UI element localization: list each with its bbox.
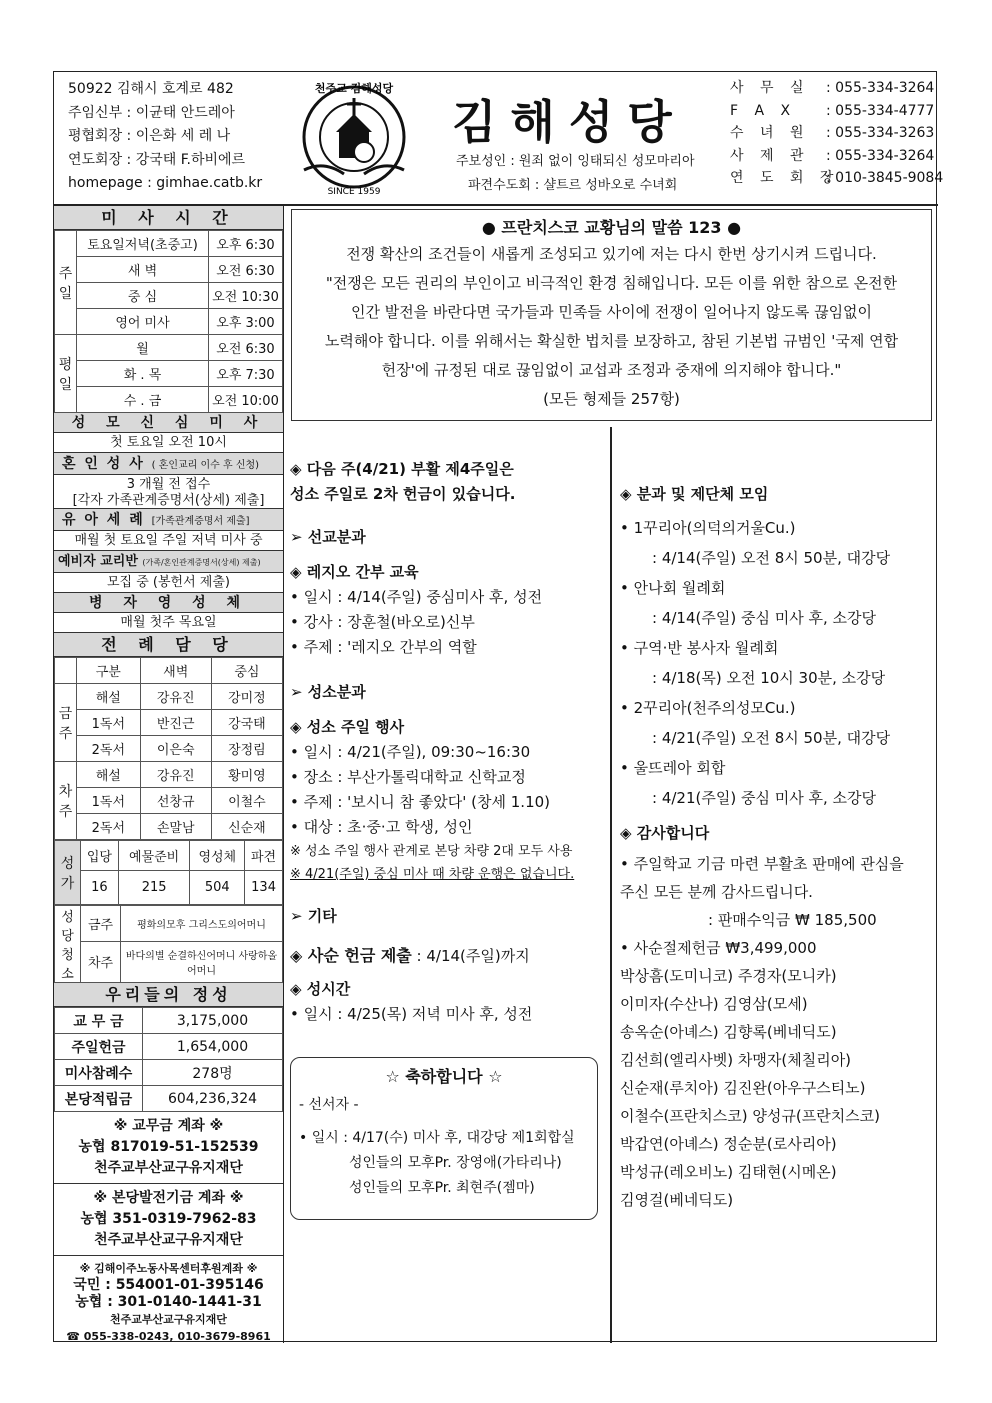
account-line: ☎ 055-338-0243, 010-3679-8961 (66, 1330, 271, 1343)
precat-note: (가족/혼인관계증명서(상세) 제출) (142, 558, 261, 567)
thanks-item: 김영걸(베네딕도) (620, 1191, 734, 1209)
mass-time: 오후 6:30 (209, 231, 283, 257)
contact-row (730, 100, 943, 123)
wedding-title: 혼 인 성 사 (62, 456, 145, 472)
choir-head: 예물준비 (118, 841, 190, 871)
clean-this: 금주 (81, 906, 121, 942)
lent-offering-date: : 4/14(주일)까지 (411, 947, 530, 965)
account-line: 천주교부산교구유지재단 (110, 1313, 227, 1326)
thanks-item: 주신 모든 분께 감사드립니다. (620, 883, 813, 901)
mass-name: 영어 미사 (77, 309, 209, 335)
council-head: 평협회장 : 이은화 세 레 나 (68, 128, 231, 144)
precat-title-row (54, 551, 283, 573)
lit-cell: 1독서 (77, 710, 141, 736)
contact-label: 연 도 회 장 (730, 170, 840, 186)
mass-times-table (54, 230, 283, 413)
weekday-label: 평일 (55, 335, 77, 413)
choir-head: 입당 (81, 841, 119, 871)
meeting-item: • 구역·반 봉사자 월례회 (620, 639, 779, 657)
clean-label: 성당청소 (55, 906, 81, 983)
pope-box (291, 209, 932, 421)
account-line: 천주교부산교구유지재단 (94, 1160, 243, 1176)
vocation-heading: ➢ 성소분과 (290, 683, 366, 701)
pope-line: "전쟁은 모든 권리의 부인이고 비극적인 환경 침해입니다. 모든 이를 위한 참으로 온전한 (325, 274, 898, 292)
lit-cell: 강유진 (140, 762, 211, 788)
account-line: 농협 351-0319-7962-83 (80, 1211, 257, 1227)
contact-value: : 055-334-3264 (826, 147, 935, 164)
congrats-name: 성인들의 모후Pr. 최현주(젬마) (349, 1180, 535, 1196)
lit-cell: 강미정 (211, 684, 282, 710)
lit-head: 구분 (77, 658, 141, 684)
vocation-day-item: • 장소 : 부산가톨릭대학교 신학교정 (290, 768, 526, 786)
mass-name: 수 . 금 (77, 387, 209, 413)
contact-label: 수 녀 원 (730, 125, 810, 141)
lent-offering-row (290, 943, 606, 969)
bulletin-page (53, 71, 944, 1343)
meeting-item: : 4/14(주일) 중심 미사 후, 소강당 (652, 609, 876, 627)
pope-text (292, 240, 931, 414)
pope-title: ● 프란치스코 교황님의 말씀 123 ● (481, 218, 742, 237)
choir-val: 134 (245, 871, 283, 905)
precat-title: 예비자 교리반 (58, 554, 138, 569)
clean-next: 차주 (81, 941, 121, 982)
offer-label: 본당적립금 (55, 1086, 143, 1112)
thanks-item: 송옥순(아녜스) 김향록(베네딕도) (620, 1023, 837, 1041)
holy-hour-heading: ◈ 성시간 (290, 980, 351, 998)
etc-heading: ➢ 기타 (290, 907, 337, 925)
infant-title: 유 아 세 례 (62, 512, 145, 528)
lit-cell: 황미영 (211, 762, 282, 788)
clean-this-val: 평화의모후 그리스도의어머니 (121, 906, 283, 942)
congrats-name: 성인들의 모후Pr. 장영애(가타리나) (349, 1155, 562, 1171)
lit-head: 새벽 (140, 658, 211, 684)
acct-fund (54, 1184, 283, 1256)
contact-row (730, 145, 943, 168)
acct-migrant (54, 1256, 283, 1349)
choir-head: 파견 (245, 841, 283, 871)
vocation-day-list (290, 740, 606, 840)
clean-next-val: 바다의별 순결하신어머니 사랑하올어머니 (121, 941, 283, 982)
pope-line: (모든 형제들 257항) (543, 390, 680, 408)
mass-name: 월 (77, 335, 209, 361)
account-line: 천주교부산교구유지재단 (94, 1232, 243, 1248)
thanks-item: 김선희(엘리사벳) 차맹자(체칠리아) (620, 1051, 852, 1069)
liturgy-table (54, 657, 283, 840)
mission-order: 파견수도회 : 샬트르 성바오로 수녀회 (468, 178, 678, 193)
offering-table (54, 1007, 283, 1112)
homepage[interactable]: homepage : gimhae.catb.kr (68, 175, 263, 191)
pope-line: 전쟁 확산의 조건들이 새롭게 조성되고 있기에 저는 다시 한번 상기시켜 드립니다. (346, 245, 877, 263)
offer-value: 1,654,000 (143, 1034, 283, 1060)
vocation-note-1: ※ 성소 주일 행사 관계로 본당 차량 2대 모두 사용 (290, 844, 573, 859)
meeting-item: : 4/18(목) 오전 10시 30분, 소강당 (652, 669, 886, 687)
infant-title-row (54, 509, 283, 531)
thanks-item: • 주일학교 기금 마련 부활초 판매에 관심을 (620, 855, 904, 873)
precat-text: 모집 중 (봉헌서 제출) (54, 573, 283, 593)
mass-time: 오전 10:30 (209, 283, 283, 309)
thanks-item: 신순재(루치아) 김진완(아우구스티노) (620, 1079, 866, 1097)
wedding-docs: [각자 가족관계증명서(상세) 제출] (54, 494, 283, 509)
wedding-title-row (54, 453, 283, 475)
offer-label: 미사참례수 (55, 1060, 143, 1086)
infant-text: 매월 첫 토요일 주일 저녁 미사 중 (54, 531, 283, 551)
congrats-box (290, 1057, 598, 1220)
mission-heading: ➢ 선교분과 (290, 528, 366, 546)
right-column (620, 482, 934, 1214)
offer-value: 278명 (143, 1060, 283, 1086)
meeting-item: • 안나회 월례회 (620, 579, 726, 597)
sunday-label: 주일 (55, 231, 77, 335)
account-line: ※ 본당발전기금 계좌 ※ (93, 1190, 244, 1206)
wedding-note: ( 혼인교리 이수 후 신청) (151, 460, 260, 471)
lit-cell: 신순재 (211, 814, 282, 840)
lit-cell: 반진근 (140, 710, 211, 736)
meeting-item: : 4/21(주일) 중심 미사 후, 소강당 (652, 789, 876, 807)
mass-time: 오전 6:30 (209, 335, 283, 361)
legio-item: • 주제 : '레지오 간부의 역할 (290, 638, 477, 656)
thanks-item: 이철수(프란치스코) 양성규(프란치스코) (620, 1107, 881, 1125)
mass-name: 화 . 목 (77, 361, 209, 387)
meeting-item: • 2꾸리아(천주의성모Cu.) (620, 699, 796, 717)
thanks-list (620, 850, 934, 1214)
contact-row (730, 77, 943, 100)
meetings-list (620, 513, 934, 813)
offering-title: 우리들의 정성 (54, 983, 283, 1007)
lit-cell: 해설 (77, 762, 141, 788)
vocation-day-item: • 주제 : '보시니 참 좋았다' (창세 1.10) (290, 793, 551, 811)
account-line: 농협 817019-51-152539 (78, 1139, 259, 1155)
offer-value: 3,175,000 (143, 1008, 283, 1034)
lit-cell: 선창규 (140, 788, 211, 814)
lit-cell: 2독서 (77, 736, 141, 762)
choir-table (54, 840, 283, 905)
page-title: 김해성당 (452, 95, 686, 149)
blank-cell (55, 658, 77, 684)
lit-cell: 해설 (77, 684, 141, 710)
legio-item: • 일시 : 4/14(주일) 중심미사 후, 성전 (290, 588, 543, 606)
vocation-day-item: • 대상 : 초·중·고 학생, 성인 (290, 818, 473, 836)
legio-item: • 강사 : 장훈철(바오로)신부 (290, 613, 475, 631)
congrats-date: • 일시 : 4/17(수) 미사 후, 대강당 제1회합실 (299, 1130, 575, 1146)
contact-value: : 055-334-3264 (826, 80, 935, 96)
choir-val: 16 (81, 871, 119, 905)
lit-cell: 이철수 (211, 788, 282, 814)
mass-name: 새 벽 (77, 257, 209, 283)
lit-cell: 2독서 (77, 814, 141, 840)
offer-label: 주일헌금 (55, 1034, 143, 1060)
contact-label: F A X (730, 102, 797, 119)
header (54, 72, 944, 206)
vocation-day-heading: ◈ 성소 주일 행사 (290, 718, 405, 736)
lit-week-label: 차주 (55, 762, 77, 840)
offer-label: 교 무 금 (55, 1008, 143, 1034)
contact-row (730, 167, 943, 190)
thanks-item: 박성규(레오비노) 김태현(시메온) (620, 1163, 837, 1181)
next-week-notice: ◈ 다음 주(4/21) 부활 제4주일은 (290, 460, 514, 478)
mary-mass-text: 첫 토요일 오전 10시 (54, 433, 283, 453)
next-week-notice-2: 성소 주일로 2차 헌금이 있습니다. (290, 485, 516, 503)
account-line: 농협 : 301-0140-1441-31 (75, 1294, 262, 1310)
meeting-item: • 울뜨레아 회합 (620, 759, 726, 777)
contact-value: : 055-334-4777 (826, 102, 935, 119)
thanks-item: 박갑연(아녜스) 정순분(로사리아) (620, 1135, 837, 1153)
meeting-item: • 1꾸리아(의덕의거울Cu.) (620, 519, 796, 537)
patron-saint: 주보성인 : 원죄 없이 잉태되신 성모마리아 (456, 154, 695, 169)
mass-name: 중 심 (77, 283, 209, 309)
contact-label: 사 무 실 (730, 80, 810, 96)
congrats-title: ☆ 축하합니다 ☆ (385, 1067, 503, 1086)
logo-since: SINCE 1959 (327, 187, 381, 197)
lit-cell: 손말남 (140, 814, 211, 840)
mass-time: 오전 6:30 (209, 257, 283, 283)
choir-val: 215 (118, 871, 190, 905)
choir-val: 504 (190, 871, 245, 905)
thanks-item: • 사순절제헌금 ₩3,499,000 (620, 939, 817, 957)
address: 50922 김해시 호계로 482 (68, 81, 234, 97)
account-line: ※ 김해이주노동사목센터후원계좌 ※ (79, 1262, 258, 1275)
contact-value: : 010-3845-9084 (826, 170, 944, 186)
pope-line: 노력해야 합니다. 이를 위해서는 확실한 법치를 보장하고, 참된 기본법 규범인 '국제 연합 (324, 332, 899, 350)
choir-label: 성가 (55, 841, 81, 905)
mary-mass-title: 성 모 신 심 미 사 (54, 413, 283, 433)
left-column (54, 206, 284, 1343)
congrats-sub: - 선서자 - (299, 1097, 359, 1113)
account-line: ※ 교무금 계좌 ※ (113, 1118, 224, 1134)
vocation-day-item: • 일시 : 4/21(주일), 09:30~16:30 (290, 743, 531, 761)
contact-list (730, 77, 943, 190)
cleaning-table (54, 905, 283, 983)
pope-line: 헌장'에 규정된 대로 끊임없이 교섭과 조정과 중재에 의지해야 합니다." (381, 361, 842, 379)
meeting-item: : 4/14(주일) 오전 8시 50분, 대강당 (652, 549, 891, 567)
contact-value: : 055-334-3263 (826, 125, 935, 141)
contact-row (730, 122, 943, 145)
sick-text: 매월 첫주 목요일 (54, 613, 283, 633)
sick-title: 병 자 영 성 체 (54, 593, 283, 613)
legio-heading: ◈ 레지오 간부 교육 (290, 563, 419, 581)
contact-label: 사 제 관 (730, 147, 810, 164)
mass-name: 토요일저녁(초중고) (77, 231, 209, 257)
liturgy-title: 전 례 담 당 (54, 633, 283, 657)
infant-note: [가족관계증명서 제출] (151, 516, 250, 527)
lit-cell: 1독서 (77, 788, 141, 814)
lit-cell: 이은숙 (140, 736, 211, 762)
pope-line: 인간 발전을 바란다면 국가들과 민족들 사이에 전쟁이 일어나지 않도록 끊임없이 (350, 303, 873, 321)
parish-info (68, 78, 262, 196)
thanks-item: 이미자(수산나) 김영삼(모세) (620, 995, 808, 1013)
lit-cell: 강유진 (140, 684, 211, 710)
parish-logo (294, 82, 414, 197)
account-line: 국민 : 554001-01-395146 (73, 1277, 264, 1293)
thanks-item: : 판매수익금 ₩ 185,500 (708, 911, 877, 929)
vocation-note-2: ※ 4/21(주일) 중심 미사 때 차량 운행은 없습니다. (290, 867, 575, 882)
yeondo-head: 연도회장 : 강국태 F.하비에르 (68, 151, 246, 168)
column-divider (610, 427, 612, 1343)
mass-time: 오후 3:00 (209, 309, 283, 335)
logo-text: 천주교 김해성당 (314, 82, 394, 95)
holy-hour-text: • 일시 : 4/25(목) 저녁 미사 후, 성전 (290, 1005, 533, 1023)
thanks-item: 박상흠(도미니코) 주경자(모니카) (620, 967, 837, 985)
choir-head: 영성체 (190, 841, 245, 871)
mass-times-title: 미 사 시 간 (54, 206, 283, 230)
lit-week-label: 금주 (55, 684, 77, 762)
wedding-text: 3 개월 전 접수 (126, 477, 211, 492)
meeting-item: : 4/21(주일) 오전 8시 50분, 대강당 (652, 729, 891, 747)
lit-cell: 강국태 (211, 710, 282, 736)
legio-list (290, 585, 606, 660)
pastor: 주임신부 : 이균태 안드레아 (68, 104, 235, 121)
meetings-heading: ◈ 분과 및 제단체 모임 (620, 485, 769, 503)
lent-offering-heading: ◈ 사순 헌금 제출 (290, 946, 412, 965)
thanks-heading: ◈ 감사합니다 (620, 824, 710, 842)
middle-column (290, 457, 606, 1220)
lit-head: 중심 (211, 658, 282, 684)
mass-time: 오후 7:30 (209, 361, 283, 387)
mass-time: 오전 10:00 (209, 387, 283, 413)
lit-cell: 장정림 (211, 736, 282, 762)
offer-value: 604,236,324 (143, 1086, 283, 1112)
acct-kyomu (54, 1112, 283, 1184)
